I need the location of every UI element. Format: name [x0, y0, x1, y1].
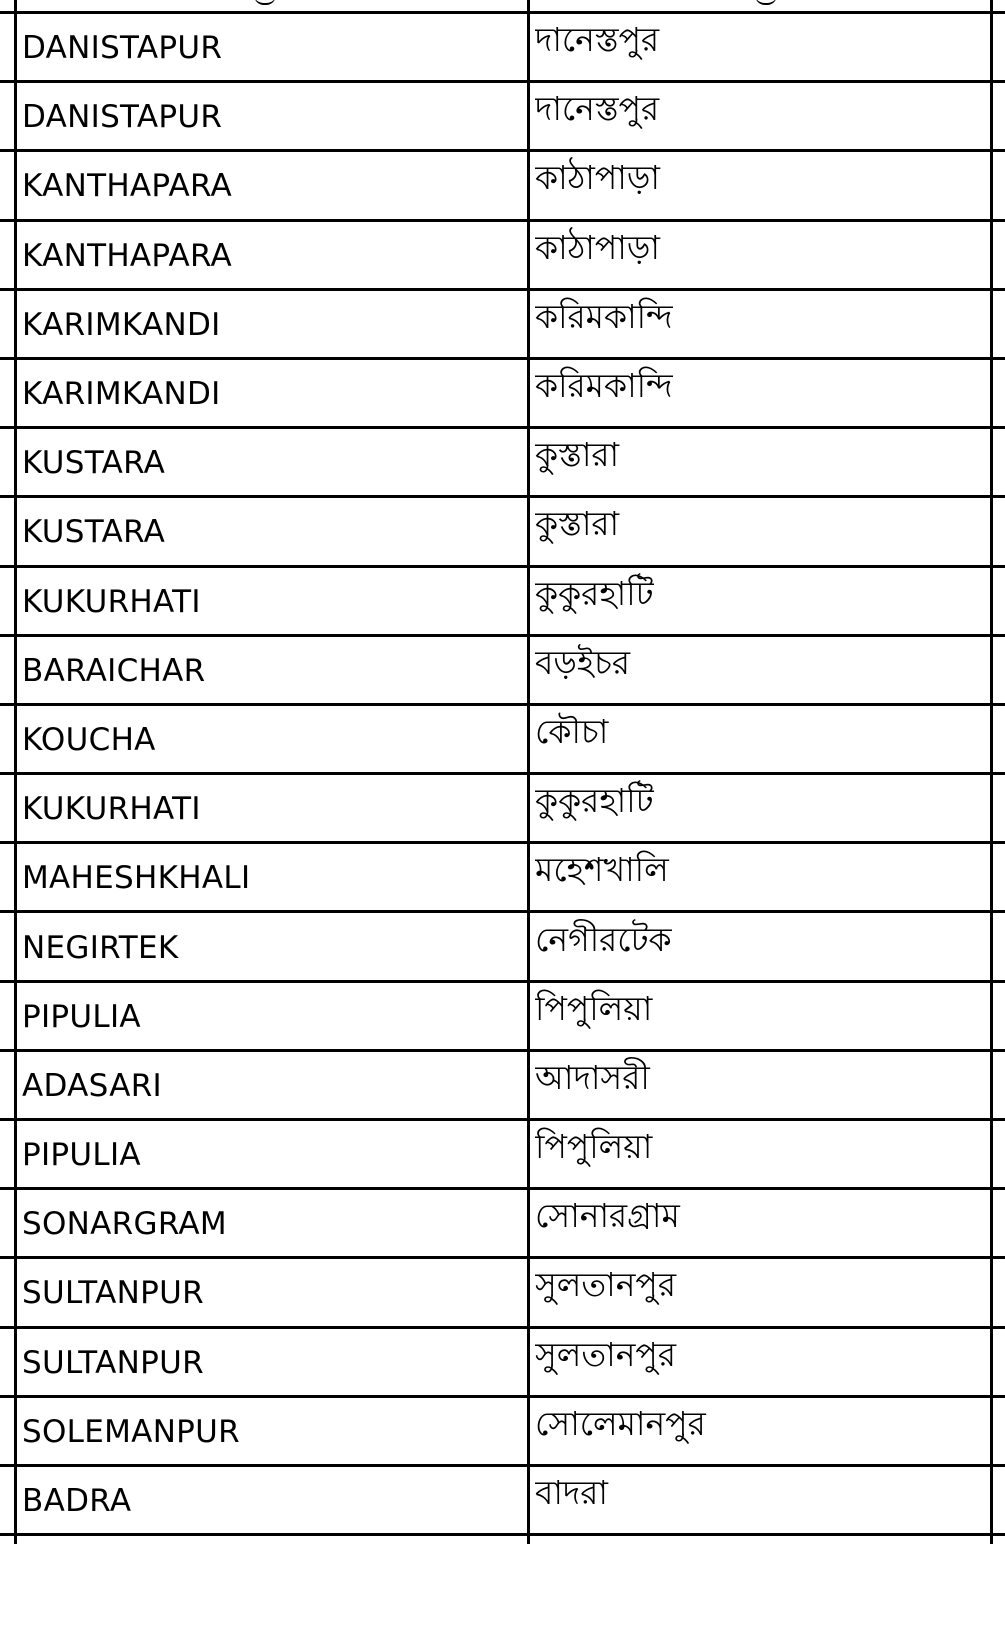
table-row: [0, 1121, 1005, 1190]
table-row: [0, 568, 1005, 637]
cropped-header-row: [0, 0, 1005, 14]
bengali-name-cell: কৌচা: [535, 711, 609, 751]
english-name-cell: SULTANPUR: [22, 1275, 204, 1312]
bengali-name-cell: সোলেমানপুর: [535, 1403, 706, 1443]
english-name-cell: DANISTAPUR: [22, 30, 223, 67]
english-name-cell: BARAICHAR: [22, 652, 206, 689]
english-name-cell: SULTANPUR: [22, 1344, 204, 1381]
bengali-name-cell: পিপুলিয়া: [535, 1127, 653, 1167]
table-row: [0, 1398, 1005, 1467]
table-row: [0, 775, 1005, 844]
english-name-cell: KUKURHATI: [22, 583, 201, 620]
table-row: [0, 1052, 1005, 1121]
english-name-cell: KARIMKANDI: [22, 306, 221, 343]
table-row: [0, 844, 1005, 913]
table-row: [0, 429, 1005, 498]
bengali-name-cell: দানেস্তপুর: [535, 89, 660, 129]
bengali-name-cell: কুস্তারা: [535, 435, 620, 475]
table-row: [0, 291, 1005, 360]
table-column-divider: [527, 0, 530, 1544]
table-row: [0, 1259, 1005, 1328]
english-name-cell: KUKURHATI: [22, 791, 201, 828]
table-row: [0, 222, 1005, 291]
english-name-cell: KARIMKANDI: [22, 376, 221, 413]
bengali-name-cell: দানেস্তপুর: [535, 20, 660, 60]
bengali-name-cell: পিপুলিয়া: [535, 988, 653, 1028]
table-row: [0, 637, 1005, 706]
bengali-name-cell: বড়ইচর: [535, 642, 631, 682]
english-name-cell: KANTHAPARA: [22, 168, 233, 205]
english-name-cell: SOLEMANPUR: [22, 1413, 241, 1450]
table-row: [0, 498, 1005, 567]
bengali-name-cell: করিমকান্দি: [535, 296, 673, 336]
table-row: [0, 360, 1005, 429]
bengali-name-cell: কাঠাপাড়া: [535, 227, 660, 267]
english-name-cell: PIPULIA: [22, 1137, 141, 1174]
english-name-cell: BADRA: [22, 1483, 132, 1520]
english-name-cell: KUSTARA: [22, 514, 166, 551]
english-name-cell: SONARGRAM: [22, 1206, 227, 1243]
english-name-cell: PIPULIA: [22, 998, 141, 1035]
table-row: [0, 1329, 1005, 1398]
bengali-name-cell: মহেশখালি: [535, 850, 669, 890]
bengali-name-cell: কুকুরহাটি: [535, 781, 654, 821]
table-row: [0, 83, 1005, 152]
table-row: [0, 14, 1005, 83]
bengali-name-cell: বাদরা: [535, 1473, 608, 1513]
english-name-cell: DANISTAPUR: [22, 99, 223, 136]
table-row: [0, 1190, 1005, 1259]
table-row: [0, 913, 1005, 982]
bengali-name-cell: কুস্তারা: [535, 504, 620, 544]
english-name-cell: MAHESHKHALI: [22, 860, 251, 897]
bengali-name-cell: সোনারগ্রাম: [535, 1196, 680, 1236]
bengali-name-cell: নেগীরটেক: [535, 919, 672, 959]
bengali-name-cell: আদাসরী: [535, 1057, 650, 1097]
bengali-name-cell: সুলতানপুর: [535, 1265, 676, 1305]
english-name-cell: NEGIRTEK: [22, 929, 179, 966]
table-row: [0, 706, 1005, 775]
english-name-cell: KANTHAPARA: [22, 237, 233, 274]
table-row: [0, 152, 1005, 221]
table-row: [0, 983, 1005, 1052]
table-row: [0, 1467, 1005, 1536]
bengali-name-cell: করিমকান্দি: [535, 366, 673, 406]
cropped-glyph: [755, 0, 777, 5]
english-name-cell: ADASARI: [22, 1067, 162, 1104]
table-right-border: [990, 0, 993, 1544]
bengali-name-cell: সুলতানপুর: [535, 1334, 676, 1374]
english-name-cell: KUSTARA: [22, 445, 166, 482]
table-left-border: [14, 0, 17, 1544]
bengali-name-cell: কাঠাপাড়া: [535, 158, 660, 198]
bengali-name-cell: কুকুরহাটি: [535, 573, 654, 613]
village-name-table: [0, 14, 1005, 1536]
english-name-cell: KOUCHA: [22, 721, 156, 758]
cropped-glyph: [254, 0, 276, 5]
